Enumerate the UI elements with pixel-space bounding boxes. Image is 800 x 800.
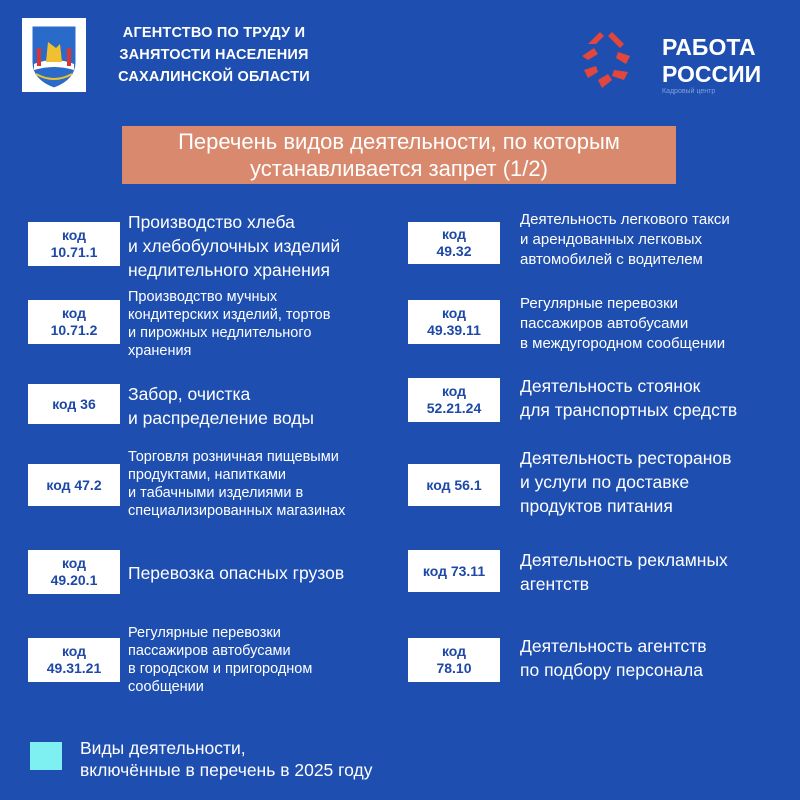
desc-line: агентств	[520, 574, 590, 594]
activity-description	[520, 634, 707, 682]
code-value: 10.71.2	[50, 322, 98, 338]
code-label: код 36	[52, 395, 96, 412]
code-label: код	[61, 555, 87, 571]
desc-line: Забор, очистка	[128, 384, 251, 404]
code-label: код 73.11	[422, 562, 486, 579]
code-value: 52.21.24	[426, 400, 482, 416]
rabota-rossii-mark-icon	[578, 26, 638, 92]
activity-code-badge	[408, 550, 500, 592]
brand-line: РАБОТА	[662, 34, 756, 60]
activity-description	[520, 374, 737, 422]
agency-line: САХАЛИНСКОЙ ОБЛАСТИ	[118, 69, 310, 85]
code-label: код	[441, 383, 467, 399]
activity-description	[520, 446, 731, 518]
legend-swatch	[30, 742, 62, 770]
desc-line: и табачными изделиями в	[128, 485, 304, 501]
code-label: код	[441, 643, 467, 659]
desc-line: для транспортных средств	[520, 400, 738, 420]
desc-line: Регулярные перевозки	[520, 295, 679, 312]
activity-code-badge	[408, 638, 500, 682]
desc-line: кондитерских изделий, тортов	[128, 307, 331, 323]
code-label: код	[61, 643, 87, 659]
desc-line: пассажиров автобусами	[520, 315, 689, 332]
desc-line: Производство хлеба	[128, 212, 295, 232]
desc-line: Производство мучных	[128, 289, 278, 305]
desc-line: в городском и пригородном	[128, 661, 313, 677]
activity-code-badge	[408, 300, 500, 344]
title-banner	[122, 126, 676, 184]
code-label: код 47.2	[46, 476, 102, 493]
desc-line: специализированных магазинах	[128, 503, 346, 519]
activity-description	[520, 548, 728, 596]
activity-description	[128, 210, 340, 282]
desc-line: сообщении	[128, 679, 204, 695]
desc-line: Перевозка опасных грузов	[128, 563, 345, 583]
activity-description	[128, 382, 314, 430]
activity-description	[520, 294, 725, 354]
desc-line: и пирожных недлительного	[128, 325, 312, 341]
sakhalin-emblem-icon	[22, 18, 86, 92]
code-value: 49.39.11	[427, 322, 481, 338]
desc-line: Деятельность ресторанов	[520, 448, 732, 468]
legend-text	[80, 737, 372, 781]
code-label: код 56.1	[426, 476, 482, 493]
rabota-rossii-wordmark	[662, 34, 761, 88]
code-label: код	[61, 227, 87, 243]
activity-code-badge	[28, 638, 120, 682]
desc-line: по подбору персонала	[520, 660, 703, 680]
desc-line: и арендованных легковых	[520, 231, 702, 248]
desc-line: автомобилей с водителем	[520, 251, 703, 268]
legend-line: включённые в перечень в 2025 году	[80, 760, 373, 780]
title-line: Перечень видов деятельности, по которым	[178, 129, 620, 154]
code-value: 78.10	[436, 660, 472, 676]
desc-line: Торговля розничная пищевыми	[128, 449, 339, 465]
activity-description	[520, 210, 730, 270]
desc-line: пассажиров автобусами	[128, 643, 291, 659]
title-line: устанавливается запрет (1/2)	[250, 156, 548, 181]
activity-code-badge	[408, 378, 500, 422]
agency-name	[104, 22, 324, 88]
code-value: 49.32	[436, 243, 472, 259]
activity-description	[128, 448, 345, 520]
desc-line: недлительного хранения	[128, 260, 331, 280]
desc-line: хранения	[128, 343, 192, 359]
activity-code-badge	[28, 384, 120, 424]
desc-line: и хлебобулочных изделий	[128, 236, 341, 256]
brand-line: РОССИИ	[662, 61, 762, 87]
code-label: код	[441, 226, 467, 242]
brand-subtitle: Кадровый центр	[662, 88, 716, 95]
desc-line: продуктов питания	[520, 496, 673, 516]
activity-code-badge	[28, 300, 120, 344]
rabota-rossii-logo	[578, 22, 778, 102]
code-value: 49.31.21	[46, 660, 102, 676]
activity-description	[128, 624, 312, 696]
activity-code-badge	[28, 464, 120, 506]
activity-code-badge	[408, 464, 500, 506]
desc-line: Деятельность рекламных	[520, 550, 728, 570]
code-label: код	[441, 305, 467, 321]
code-label: код	[61, 305, 87, 321]
desc-line: Деятельность агентств	[520, 636, 707, 656]
activity-description	[128, 561, 344, 585]
desc-line: Регулярные перевозки	[128, 625, 281, 641]
activity-code-badge	[28, 550, 120, 594]
activity-description	[128, 288, 330, 360]
activity-code-badge	[408, 222, 500, 264]
desc-line: и услуги по доставке	[520, 472, 690, 492]
desc-line: Деятельность стоянок	[520, 376, 701, 396]
legend-line: Виды деятельности,	[80, 738, 246, 758]
desc-line: и распределение воды	[128, 408, 314, 428]
activity-code-badge	[28, 222, 120, 266]
desc-line: продуктами, напитками	[128, 467, 287, 483]
agency-line: ЗАНЯТОСТИ НАСЕЛЕНИЯ	[119, 47, 309, 63]
code-value: 49.20.1	[50, 572, 98, 588]
desc-line: Деятельность легкового такси	[520, 211, 730, 228]
agency-line: АГЕНТСТВО ПО ТРУДУ И	[122, 25, 306, 41]
desc-line: в междугородном сообщении	[520, 335, 726, 352]
code-value: 10.71.1	[50, 244, 98, 260]
